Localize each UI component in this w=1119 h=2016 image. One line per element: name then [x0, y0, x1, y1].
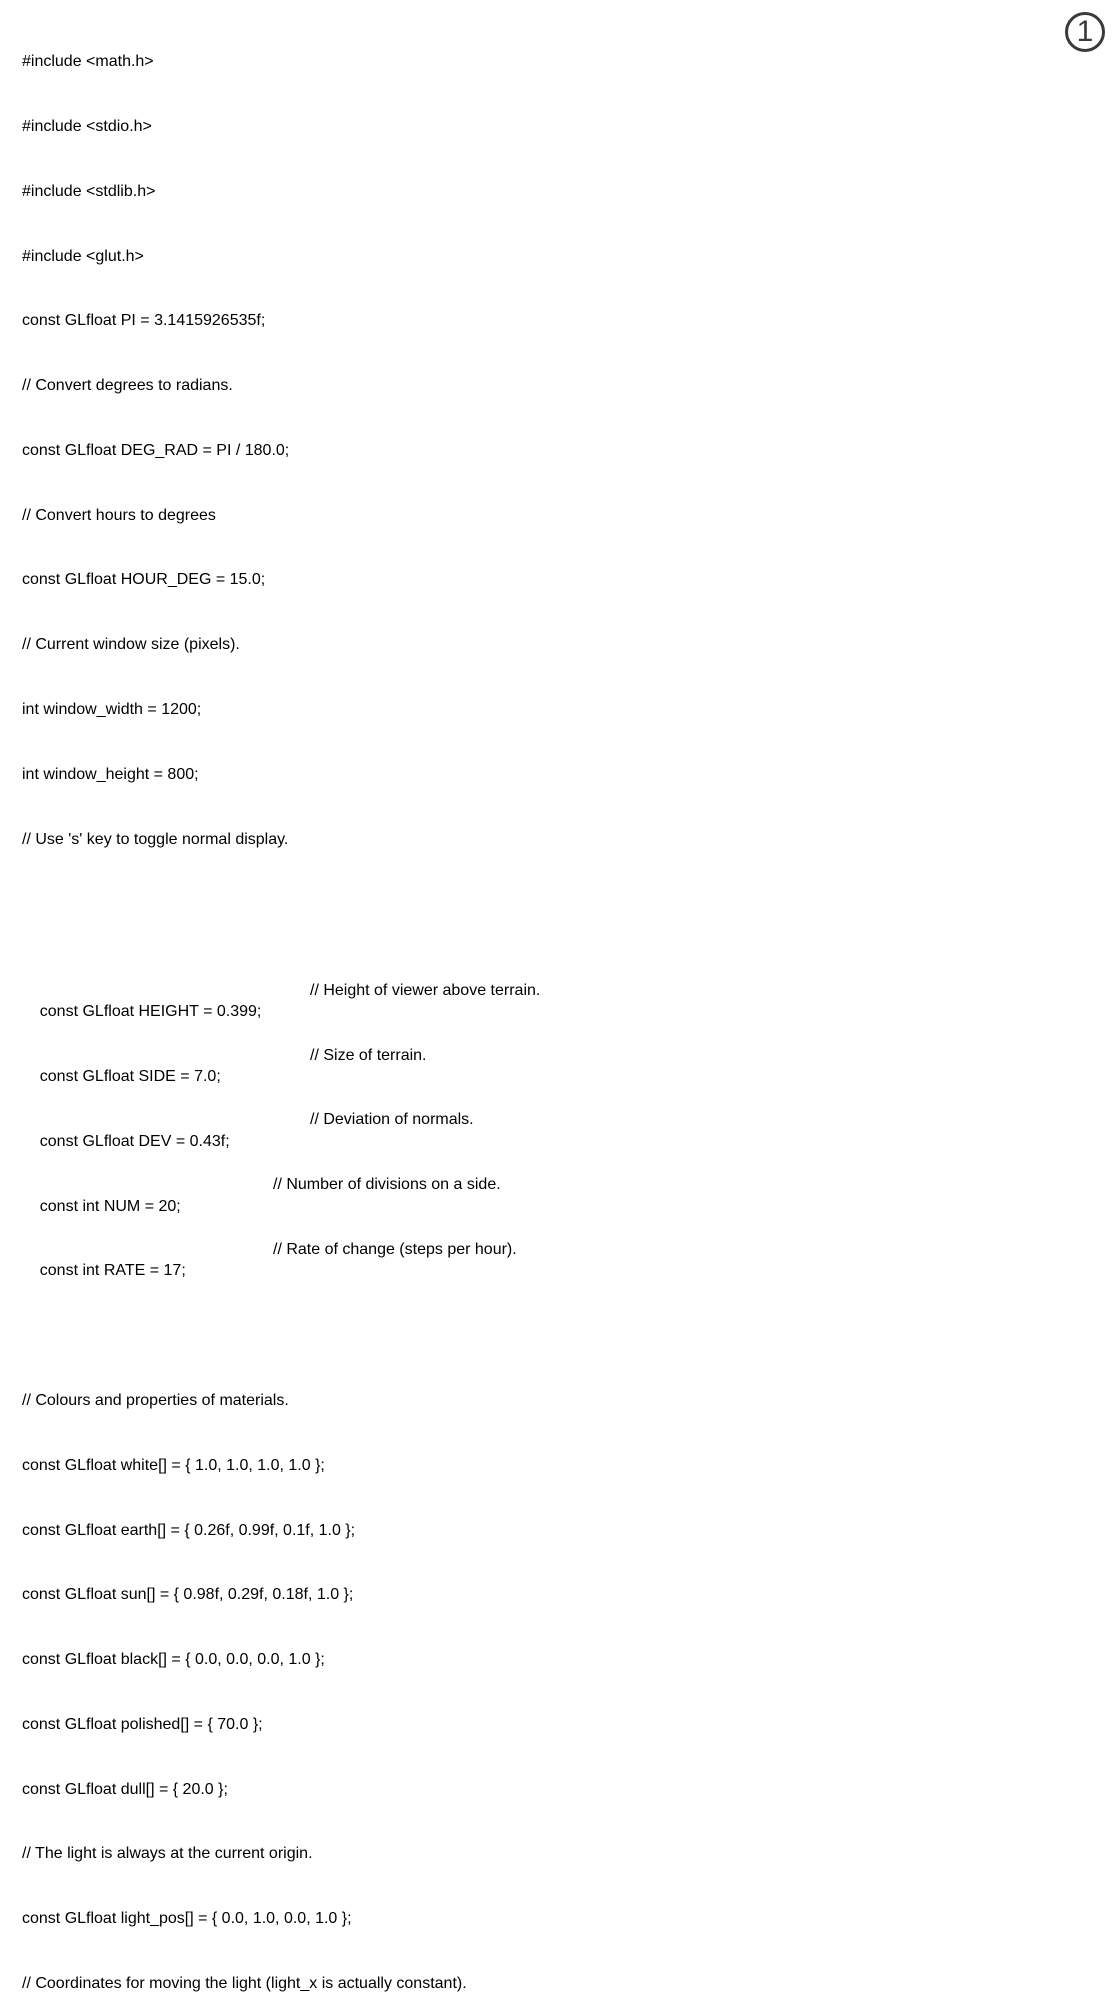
code-line: // Use 's' key to toggle normal display.: [22, 830, 289, 848]
code-line: const GLfloat PI = 3.1415926535f;: [22, 312, 266, 330]
code-line: const GLfloat sun[] = { 0.98f, 0.29f, 0.18f, 1.0 };: [22, 1586, 354, 1604]
code-line: // Coordinates for moving the light (light_x is actually constant).: [22, 1975, 467, 1993]
code-line: const GLfloat white[] = { 1.0, 1.0, 1.0, 1.0 };: [22, 1456, 325, 1474]
code-line: const GLfloat DEG_RAD = PI / 180.0;: [22, 441, 290, 459]
code-line-rate: [22, 1239, 517, 1280]
code-line: // Convert hours to degrees: [22, 506, 216, 524]
code-text: const int RATE = 17;: [39, 1262, 186, 1280]
code-line: const GLfloat dull[] = { 20.0 };: [22, 1780, 228, 1798]
code-line: const GLfloat polished[] = { 70.0 };: [22, 1715, 263, 1733]
code-text: const GLfloat HEIGHT = 0.399;: [39, 1003, 262, 1021]
code-comment: // Rate of change (steps per hour).: [273, 1240, 517, 1258]
code-line: #include <stdlib.h>: [22, 182, 156, 200]
code-comment: // Size of terrain.: [310, 1046, 427, 1064]
code-comment: // Deviation of normals.: [310, 1111, 474, 1129]
code-text: const GLfloat SIDE = 7.0;: [39, 1068, 221, 1086]
code-comment: // Number of divisions on a side.: [273, 1176, 501, 1194]
code-line-side: [22, 1045, 467, 1086]
code-line: #include <glut.h>: [22, 247, 144, 265]
code-line-height: [22, 980, 541, 1021]
blank-line: [22, 1325, 467, 1347]
code-line: const GLfloat earth[] = { 0.26f, 0.99f, 0.1f, 1.0 };: [22, 1521, 356, 1539]
code-line-dev: [22, 1109, 474, 1150]
code-line-num: [22, 1174, 501, 1215]
blank-line: [22, 893, 467, 915]
code-listing: [22, 8, 541, 2016]
code-line: int window_height = 800;: [22, 765, 199, 783]
code-comment: // Height of viewer above terrain.: [310, 981, 541, 999]
code-line: const GLfloat black[] = { 0.0, 0.0, 0.0, 1.0 };: [22, 1651, 325, 1669]
code-line: // Current window size (pixels).: [22, 636, 240, 654]
code-text: const GLfloat DEV = 0.43f;: [39, 1132, 230, 1150]
code-line: #include <stdio.h>: [22, 117, 152, 135]
code-text: const int NUM = 20;: [39, 1197, 181, 1215]
code-line: #include <math.h>: [22, 53, 154, 71]
code-line: int window_width = 1200;: [22, 701, 202, 718]
code-line: // Convert degrees to radians.: [22, 377, 233, 395]
page-number: 1: [1076, 15, 1094, 48]
code-line: const GLfloat light_pos[] = { 0.0, 1.0, 0.0, 1.0 };: [22, 1910, 352, 1928]
code-line: const GLfloat HOUR_DEG = 15.0;: [22, 571, 266, 589]
code-line: // The light is always at the current origin.: [22, 1845, 313, 1863]
page-number-badge: [1065, 12, 1105, 52]
code-line: // Colours and properties of materials.: [22, 1392, 289, 1409]
